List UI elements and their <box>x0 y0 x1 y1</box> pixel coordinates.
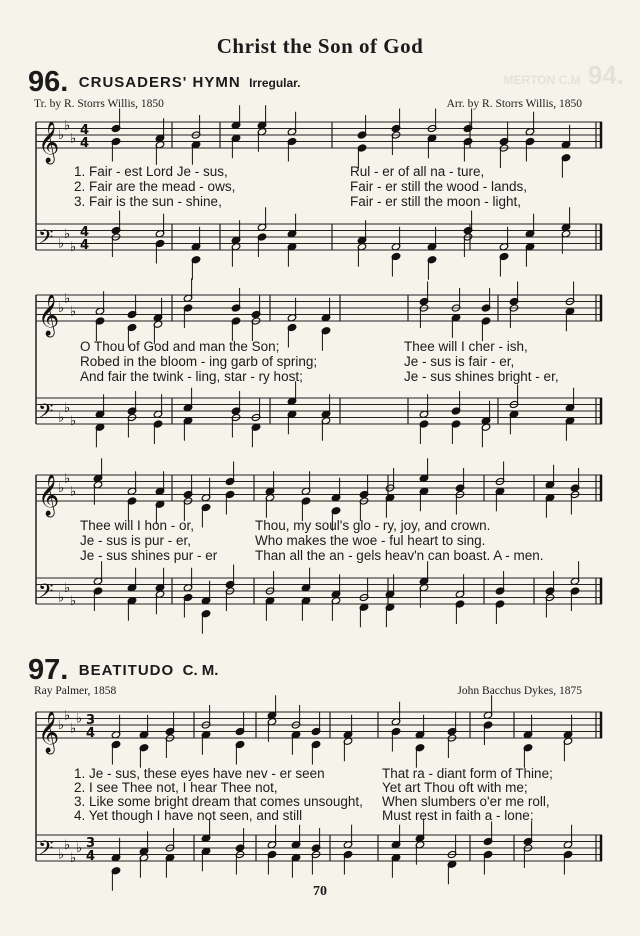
lyric-phrase: 3. Like some bright dream that comes unsought, <box>74 794 363 809</box>
bleed-through-tune: MERTON C.M <box>503 73 581 87</box>
lyric-phrase: Je - sus shines pur - er <box>80 548 218 563</box>
time-signature-top: 3 <box>86 713 96 728</box>
bass-clef-icon: 𝄢 <box>38 579 54 608</box>
flat-icon: ♭ <box>64 837 71 853</box>
time-signature-top: 4 <box>80 123 90 138</box>
lyric-phrase: Than all the an - gels heav'n can boast. A - men. <box>255 548 544 563</box>
lyric-phrase: Yet art Thou oft with me; <box>382 780 528 795</box>
tune-name: CRUSADERS' HYMN <box>78 74 241 91</box>
time-signature-bottom: 4 <box>80 136 90 151</box>
flat-icon: ♭ <box>58 847 65 863</box>
flat-icon: ♭ <box>64 118 71 134</box>
flat-icon: ♭ <box>58 410 65 426</box>
time-signature-top: 3 <box>86 836 96 851</box>
flat-icon: ♭ <box>70 721 77 737</box>
music-credit: Arr. by R. Storrs Willis, 1850 <box>446 98 582 110</box>
flat-icon: ♭ <box>58 301 65 316</box>
lyric-phrase: 1. Je - sus, these eyes have nev - er seen <box>74 766 325 781</box>
lyric-phrase: Fair - er still the wood - lands, <box>350 179 528 194</box>
lyric-phrase: Robed in the bloom - ing garb of spring; <box>80 354 318 369</box>
bass-clef-icon: 𝄢 <box>38 225 54 254</box>
lyric-phrase: Thee will I hon - or, <box>80 518 195 533</box>
meter: C. M. <box>182 662 219 679</box>
lyric-phrase: Je - sus shines bright - er, <box>404 369 559 384</box>
flat-icon: ♭ <box>64 291 71 307</box>
bleed-through-number: 94. <box>587 60 624 90</box>
lyric-phrase: Thee will I cher - ish, <box>404 339 528 354</box>
lyric-phrase: Must rest in faith a - lone; <box>382 808 534 823</box>
flat-icon: ♭ <box>76 711 83 727</box>
music-credit: John Bacchus Dykes, 1875 <box>457 685 582 697</box>
lyric-phrase: Who makes the woe - ful heart to sing. <box>255 533 486 548</box>
time-signature-bottom: 4 <box>80 238 90 253</box>
lyric-phrase: 3. Fair is the sun - shine, <box>74 194 222 209</box>
flat-icon: ♭ <box>70 413 77 429</box>
flat-icon: ♭ <box>58 481 65 496</box>
lyric-phrase: Thou, my soul's glo - ry, joy, and crown. <box>255 518 491 533</box>
lyric-phrase: 1. Fair - est Lord Je - sus, <box>74 164 228 179</box>
flat-icon: ♭ <box>58 128 65 143</box>
time-signature-top: 4 <box>80 225 90 240</box>
page-number: 70 <box>313 884 327 899</box>
lyric-phrase: And fair the twink - ling, star - ry host; <box>80 369 303 384</box>
bass-clef-icon: 𝄢 <box>38 399 54 428</box>
lyric-phrase: Fair - er still the moon - light, <box>350 194 522 209</box>
lyric-phrase: 4. Yet though I have not seen, and still <box>74 808 303 823</box>
tune-name: BEATITUDO <box>78 662 175 679</box>
lyric-phrase: That ra - diant form of Thine; <box>382 766 553 781</box>
flat-icon: ♭ <box>64 226 71 242</box>
lyric-phrase: Je - sus is fair - er, <box>404 354 515 369</box>
lyric-phrase: 2. I see Thee not, I hear Thee not, <box>74 780 278 795</box>
flat-icon: ♭ <box>64 708 71 724</box>
lyric-phrase: Je - sus is pur - er, <box>80 533 192 548</box>
flat-icon: ♭ <box>76 841 83 856</box>
words-credit: Tr. by R. Storrs Willis, 1850 <box>34 98 164 110</box>
meter: Irregular. <box>249 75 301 90</box>
section-title: Christ the Son of God <box>216 34 424 58</box>
treble-clef-icon: 𝄞 <box>38 122 60 163</box>
flat-icon: ♭ <box>70 593 77 609</box>
time-signature-bottom: 4 <box>86 726 96 741</box>
treble-clef-icon: 𝄞 <box>38 295 60 336</box>
flat-icon: ♭ <box>64 471 71 487</box>
flat-icon: ♭ <box>70 131 77 147</box>
flat-icon: ♭ <box>70 484 77 500</box>
flat-icon: ♭ <box>64 580 71 596</box>
flat-icon: ♭ <box>70 850 77 866</box>
flat-icon: ♭ <box>70 239 77 255</box>
lyric-phrase: 2. Fair are the mead - ows, <box>74 179 236 194</box>
flat-icon: ♭ <box>70 304 77 320</box>
words-credit: Ray Palmer, 1858 <box>34 685 117 697</box>
bass-clef-icon: 𝄢 <box>38 836 54 865</box>
flat-icon: ♭ <box>64 400 71 416</box>
time-signature-bottom: 4 <box>86 849 96 864</box>
hymn-number: 96. <box>28 66 69 98</box>
treble-clef-icon: 𝄞 <box>38 475 60 516</box>
flat-icon: ♭ <box>58 718 65 733</box>
lyric-phrase: O Thou of God and man the Son; <box>80 339 280 354</box>
lyric-phrase: Rul - er of all na - ture, <box>350 164 485 179</box>
flat-icon: ♭ <box>58 590 65 606</box>
lyric-phrase: When slumbers o'er me roll, <box>382 794 550 809</box>
hymn-number: 97. <box>28 654 69 686</box>
treble-clef-icon: 𝄞 <box>38 712 60 753</box>
flat-icon: ♭ <box>58 236 65 252</box>
